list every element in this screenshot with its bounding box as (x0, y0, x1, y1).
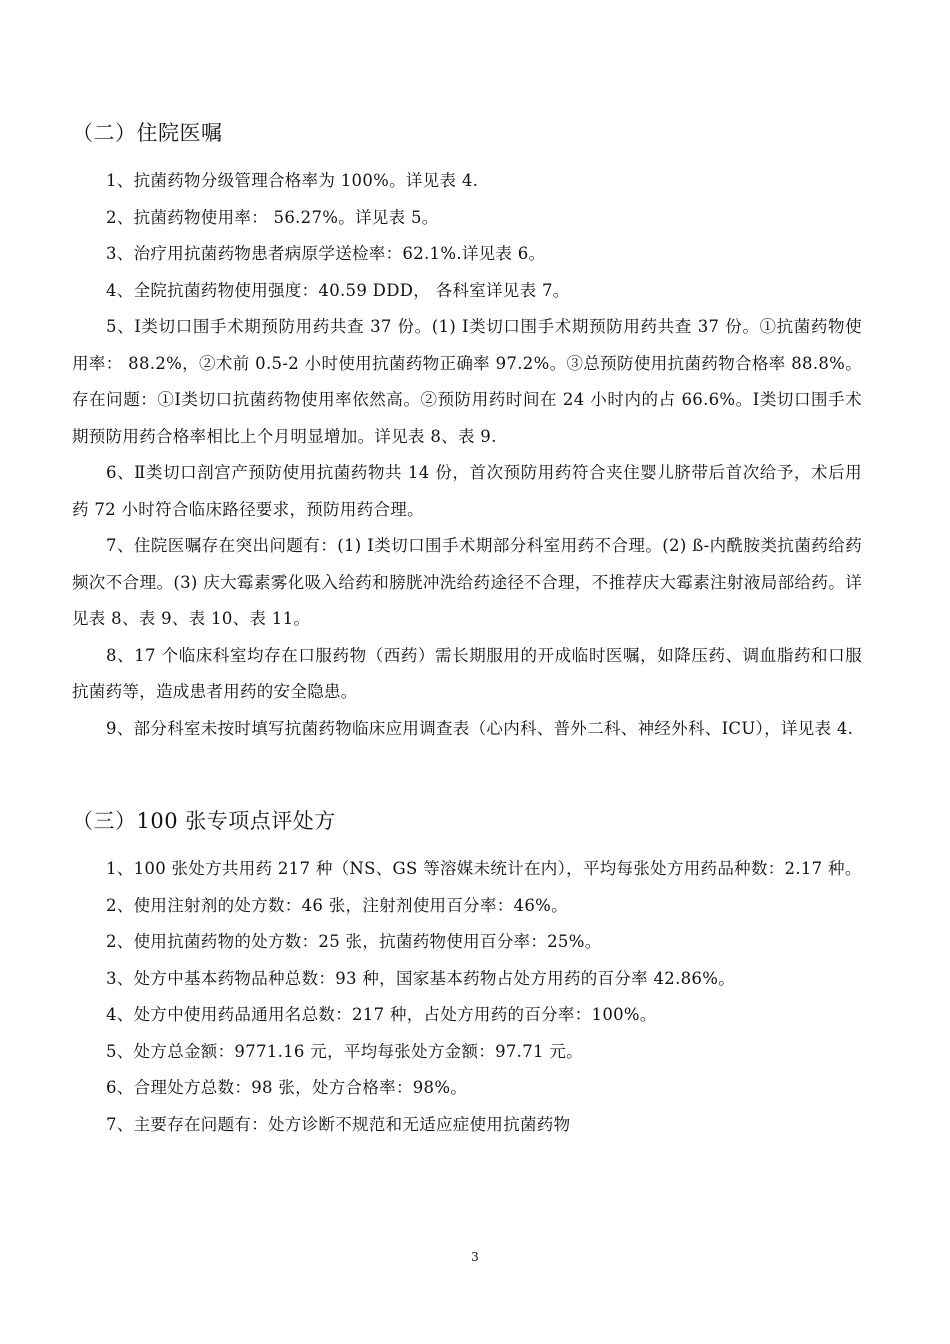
list-item: 4、全院抗菌药物使用强度：40.59 DDD， 各科室详见表 7。 (106, 280, 570, 300)
list-item: 7、主要存在问题有：处方诊断不规范和无适应症使用抗菌药物 (106, 1114, 571, 1134)
list-item: 5、Ⅰ类切口围手术期预防用药共查 37 份。(1) Ⅰ类切口围手术期预防用药共查 37 份。①抗菌药物使用率： 88.2%，②术前 0.5-2 小时使用抗菌药物正确率 97.2%。③总预防使用抗菌药物合格率 88.8%。存在问题：①Ⅰ类切口抗菌药物使用率依然高。②预防用药时间在 24 小时内的占 66.6%。Ⅰ类切口围手术期预防用药合格率相比上个月明显增加。详见表 8、表 9. (72, 317, 862, 446)
list-item: 6、合理处方总数：98 张，处方合格率：98%。 (106, 1078, 468, 1097)
section-3-body (72, 851, 862, 1143)
section-2-body (72, 163, 862, 747)
section-2-heading: （二）住院医嘱 (72, 121, 223, 145)
list-item: 1、100 张处方共用药 217 种（NS、GS 等溶媒未统计在内），平均每张处方用药品种数：2.17 种。 (106, 859, 862, 878)
list-item: 9、部分科室未按时填写抗菌药物临床应用调查表（心内科、普外二科、神经外科、ICU），详见表 4. (106, 718, 854, 738)
list-item: 2、抗菌药物使用率： 56.27%。详见表 5。 (106, 207, 439, 227)
section-3-heading: （三）100 张专项点评处方 (72, 809, 336, 833)
list-item: 3、治疗用抗菌药物患者病原学送检率：62.1%.详见表 6。 (106, 244, 546, 263)
list-item: 1、抗菌药物分级管理合格率为 100%。详见表 4. (106, 171, 479, 190)
list-item: 6、Ⅱ类切口剖宫产预防使用抗菌药物共 14 份，首次预防用药符合夹住婴儿脐带后首次给予，术后用药 72 小时符合临床路径要求，预防用药合理。 (72, 463, 862, 519)
list-item: 8、17 个临床科室均存在口服药物（西药）需长期服用的开成临时医嘱，如降压药、调血脂药和口服抗菌药等，造成患者用药的安全隐患。 (72, 645, 862, 701)
list-item: 7、住院医嘱存在突出问题有：(1) Ⅰ类切口围手术期部分科室用药不合理。(2) ß-内酰胺类抗菌药给药频次不合理。(3) 庆大霉素雾化吸入给药和膀胱冲洗给药途径不合理，不推荐庆大霉素注射液局部给药。详见表 8、表 9、表 10、表 11。 (72, 536, 862, 628)
list-item: 3、处方中基本药物品种总数：93 种，国家基本药物占处方用药的百分率 42.86%。 (106, 968, 735, 988)
list-item: 5、处方总金额：9771.16 元，平均每张处方金额：97.71 元。 (106, 1041, 583, 1061)
list-item: 2、使用注射剂的处方数：46 张，注射剂使用百分率：46%。 (106, 895, 568, 915)
list-item: 2、使用抗菌药物的处方数：25 张，抗菌药物使用百分率：25%。 (106, 932, 602, 951)
page-number: 3 (471, 1250, 479, 1264)
list-item: 4、处方中使用药品通用名总数：217 种，占处方用药的百分率：100%。 (106, 1005, 657, 1024)
